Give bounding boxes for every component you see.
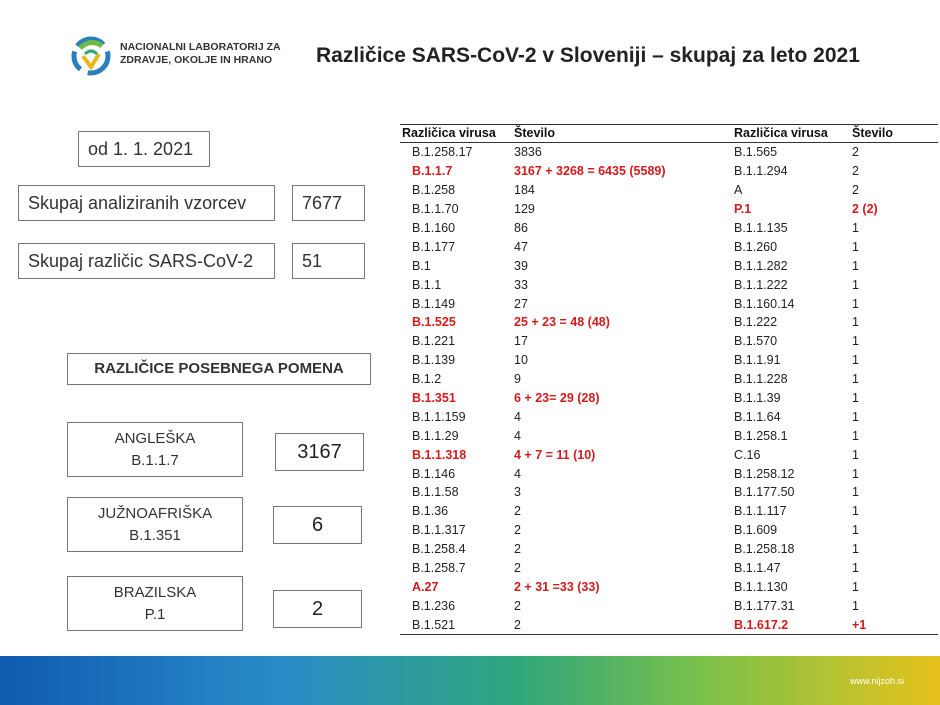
cell-variant: B.1.258.1 <box>734 428 788 443</box>
table-row <box>400 351 938 370</box>
cell-count: 27 <box>514 296 528 311</box>
cell-count: 129 <box>514 202 535 217</box>
page-title: Različice SARS-CoV-2 v Sloveniji – skupaj za leto 2021 <box>316 44 860 67</box>
cell-variant: B.1.2 <box>412 372 442 387</box>
cell-count: 9 <box>514 372 521 387</box>
samples-value: 7677 <box>292 185 365 221</box>
cell-count: 1 <box>852 391 859 406</box>
special-variant-name: ANGLEŠKA <box>114 429 196 447</box>
cell-count: 33 <box>514 277 528 292</box>
cell-variant: B.1.525 <box>412 315 456 330</box>
cell-count: 1 <box>852 296 859 311</box>
cell-variant: B.1.222 <box>734 315 778 330</box>
cell-count: 2 <box>852 145 859 160</box>
cell-count: 4 <box>514 428 521 443</box>
cell-variant: B.1.617.2 <box>732 615 850 634</box>
table-row <box>400 464 938 483</box>
cell-count: 1 <box>852 372 859 387</box>
special-variant-br <box>67 576 243 631</box>
table-row <box>400 181 938 200</box>
cell-count: 10 <box>514 353 528 368</box>
table-row <box>400 332 938 351</box>
variants-label: Skupaj različic SARS-CoV-2 <box>18 243 275 279</box>
cell-variant: B.1.565 <box>734 145 778 160</box>
table-row <box>400 540 938 559</box>
table-header-row <box>400 125 938 143</box>
cell-variant: B.1.146 <box>412 466 456 481</box>
cell-count: 2 <box>514 504 521 519</box>
cell-count: 2 <box>512 615 732 634</box>
cell-variant: B.1.609 <box>734 523 778 538</box>
special-variant-sa <box>67 497 243 552</box>
column-header-count: Število <box>850 125 938 143</box>
cell-count: 2 (2) <box>852 202 878 217</box>
cell-count: 3836 <box>514 145 542 160</box>
special-variant-code: B.1.1.7 <box>131 451 179 469</box>
cell-count: 1 <box>852 447 859 462</box>
cell-count: 1 <box>852 561 859 576</box>
cell-count: 1 <box>852 579 859 594</box>
cell-variant: B.1.1.228 <box>734 372 788 387</box>
cell-count: 86 <box>514 221 528 235</box>
special-variants-heading: RAZLIČICE POSEBNEGA POMENA <box>67 353 371 385</box>
cell-count: 3 <box>514 485 521 500</box>
cell-variant: B.1.1.282 <box>734 258 788 273</box>
table-row <box>400 407 938 426</box>
cell-count: 39 <box>514 258 528 273</box>
cell-count: 1 <box>852 315 859 330</box>
cell-count: 2 <box>514 542 521 557</box>
cell-variant: B.1.260 <box>734 239 778 254</box>
special-variant-uk <box>67 422 243 477</box>
table-row <box>400 294 938 313</box>
cell-count: 1 <box>852 428 859 443</box>
date-label: od 1. 1. 2021 <box>78 131 210 167</box>
cell-count: 184 <box>514 183 535 198</box>
cell-variant: B.1.1.64 <box>734 409 781 424</box>
samples-label: Skupaj analiziranih vzorcev <box>18 185 275 221</box>
cell-count: 2 <box>852 164 859 179</box>
cell-variant: B.1.160.14 <box>734 296 795 311</box>
table-row <box>400 162 938 181</box>
cell-count: 1 <box>852 523 859 538</box>
cell-variant: B.1.1.58 <box>412 485 459 500</box>
cell-variant: B.1.1.135 <box>734 221 788 235</box>
cell-count: 17 <box>514 334 528 349</box>
table-row <box>400 596 938 615</box>
cell-variant: B.1.221 <box>412 334 456 349</box>
cell-variant: B.1.1.91 <box>734 353 781 368</box>
cell-count: 4 + 7 = 11 (10) <box>514 447 596 462</box>
website-link[interactable]: www.nijzoh.si <box>849 676 904 686</box>
cell-count: 1 <box>852 258 859 273</box>
cell-variant: B.1.236 <box>412 598 456 613</box>
cell-variant: B.1.1 <box>412 277 442 292</box>
cell-variant: B.1.1.222 <box>734 277 788 292</box>
cell-variant: B.1.1.318 <box>412 447 467 462</box>
cell-count: 1 <box>852 466 859 481</box>
column-header-count: Število <box>512 125 732 143</box>
cell-variant: B.1.1.117 <box>734 504 787 519</box>
cell-count: 4 <box>514 409 521 424</box>
cell-variant: P.1 <box>734 202 752 217</box>
cell-count: 1 <box>852 542 859 557</box>
cell-variant: B.1.258.18 <box>734 542 795 557</box>
table-row <box>400 143 938 162</box>
table-row <box>400 615 938 634</box>
cell-count: 4 <box>514 466 521 481</box>
table-row <box>400 502 938 521</box>
cell-variant: B.1.258.7 <box>412 561 466 576</box>
cell-count: 1 <box>852 334 859 349</box>
special-variant-uk-value: 3167 <box>275 433 364 471</box>
cell-variant: B.1.177.31 <box>734 598 795 613</box>
table-row <box>400 219 938 238</box>
cell-variant: B.1.258 <box>412 183 456 198</box>
cell-variant: B.1.1.47 <box>734 561 781 576</box>
table-row <box>400 370 938 389</box>
cell-variant: B.1.1.29 <box>412 428 459 443</box>
cell-count: 1 <box>852 277 859 292</box>
cell-count: 47 <box>514 239 528 254</box>
table-body <box>400 143 938 635</box>
cell-variant: B.1.258.17 <box>412 145 473 160</box>
variants-table <box>400 124 938 635</box>
cell-count: 6 + 23= 29 (28) <box>514 391 600 406</box>
cell-variant: B.1 <box>412 258 431 273</box>
table-row <box>400 256 938 275</box>
cell-count: 2 + 31 =33 (33) <box>514 579 600 594</box>
cell-variant: C.16 <box>734 447 761 462</box>
cell-variant: B.1.1.39 <box>734 391 781 406</box>
cell-variant: B.1.1.294 <box>734 164 788 179</box>
table-row <box>400 275 938 294</box>
table-row <box>400 445 938 464</box>
cell-variant: B.1.1.130 <box>734 579 788 594</box>
cell-count: 1 <box>852 221 859 235</box>
variants-value: 51 <box>292 243 365 279</box>
footer-band <box>0 656 940 705</box>
table-row <box>400 521 938 540</box>
cell-variant: B.1.36 <box>412 504 449 519</box>
cell-variant: B.1.149 <box>412 296 456 311</box>
cell-variant: B.1.177 <box>412 239 456 254</box>
column-header-variant: Različica virusa <box>732 125 850 143</box>
nlzoh-logo <box>70 34 112 78</box>
cell-count: 1 <box>852 409 859 424</box>
table-row <box>400 483 938 502</box>
table-row <box>400 577 938 596</box>
cell-variant: B.1.258.12 <box>734 466 795 481</box>
table-row <box>400 237 938 256</box>
cell-variant: B.1.258.4 <box>412 542 466 557</box>
cell-count: 1 <box>852 598 859 613</box>
cell-count: 2 <box>852 183 859 198</box>
cell-variant: A.27 <box>412 579 439 594</box>
cell-count: 1 <box>852 239 859 254</box>
cell-variant: B.1.160 <box>412 221 456 235</box>
cell-count: 1 <box>852 485 859 500</box>
cell-variant: B.1.1.70 <box>412 202 459 217</box>
cell-variant: B.1.351 <box>412 391 456 406</box>
cell-variant: B.1.139 <box>412 353 456 368</box>
cell-count: 2 <box>514 598 521 613</box>
special-variant-sa-value: 6 <box>273 506 362 544</box>
cell-variant: B.1.177.50 <box>734 485 795 500</box>
cell-variant: B.1.1.317 <box>412 523 466 538</box>
cell-count: 1 <box>852 353 859 368</box>
cell-count: 3167 + 3268 = 6435 (5589) <box>514 164 666 179</box>
special-variant-name: BRAZILSKA <box>113 583 197 601</box>
special-variant-code: P.1 <box>144 605 166 623</box>
cell-count: 25 + 23 = 48 (48) <box>514 315 610 330</box>
table-row <box>400 200 938 219</box>
cell-variant: B.1.1.7 <box>412 164 453 179</box>
column-header-variant: Različica virusa <box>400 125 512 143</box>
cell-variant: B.1.521 <box>400 615 512 634</box>
cell-variant: B.1.570 <box>734 334 778 349</box>
special-variant-br-value: 2 <box>273 590 362 628</box>
cell-variant: B.1.1.159 <box>412 409 466 424</box>
org-name-line1: NACIONALNI LABORATORIJ ZA <box>120 41 281 53</box>
cell-count: 1 <box>852 504 859 519</box>
org-name-line2: ZDRAVJE, OKOLJE IN HRANO <box>120 54 273 66</box>
special-variant-code: B.1.351 <box>129 526 181 544</box>
org-name <box>120 41 281 67</box>
table-row <box>400 389 938 408</box>
cell-count: 2 <box>514 523 521 538</box>
table-row <box>400 559 938 578</box>
table-row <box>400 313 938 332</box>
cell-count: +1 <box>850 615 938 634</box>
table-row <box>400 426 938 445</box>
cell-count: 2 <box>514 561 521 576</box>
cell-variant: A <box>734 183 743 198</box>
special-variant-name: JUŽNOAFRIŠKA <box>97 504 213 522</box>
